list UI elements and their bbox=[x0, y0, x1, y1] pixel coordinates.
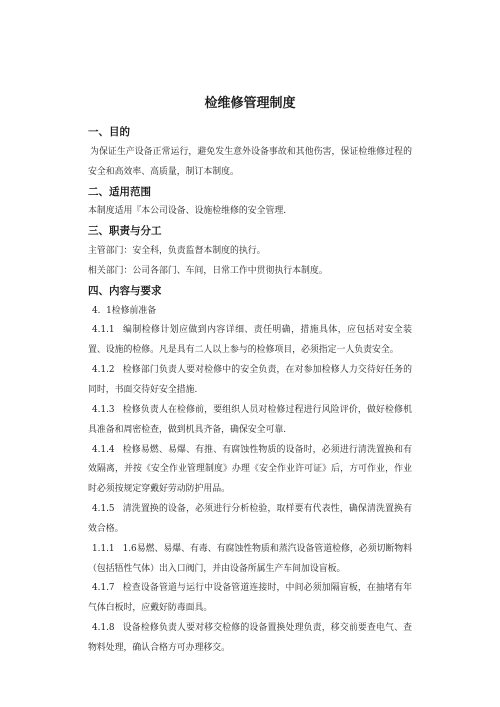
clause-text: 1.6易燃、易爆、有毒、有腐蚀性物质和蒸汽设备管道检修，必须切断物料（包括牾性气体）出入口阀门，并由设备所属生产车间加设盲板。 bbox=[88, 543, 412, 574]
clause-item bbox=[88, 500, 412, 540]
clause-number: 4.1.7 bbox=[92, 583, 115, 594]
clause-text: 设备检修负责人要对移交检修的设备置换处理负责，移交前要查电气、查物料处理，确认合格方可办理移交。 bbox=[88, 623, 412, 653]
section-paragraph: 为保证生产设备正常运行，避免发生意外设备事故和其他伤害，保证检维修过程的安全和高效率、高质量，制订本制度。 bbox=[88, 146, 412, 177]
clause-number: 4.1.3 bbox=[92, 404, 115, 415]
clause-text: 检修负责人在检修前，要组织人员对检修过程进行风险评价，做好检修机具准备和周密检查，做到机具齐备，确保安全可靠. bbox=[88, 404, 412, 435]
clause-number: 4.1.5 bbox=[92, 504, 115, 515]
clause-item bbox=[88, 321, 412, 361]
clause-text: 检修部门负责人要对检修中的安全负责，在对参加检修人力交待好任务的同时，书面交待好安全措施. bbox=[88, 365, 412, 395]
section-heading: 四、内容与要求 bbox=[88, 284, 162, 297]
section-paragraph: 本制度适用『本公司设备、设施检维修的安全管理. bbox=[88, 206, 287, 217]
section-paragraph: 相关部门：公司各部门、车间，日常工作中贯彻执行本制度。 bbox=[88, 265, 328, 276]
section-responsibilities bbox=[88, 222, 412, 282]
section-content-requirements bbox=[88, 282, 412, 659]
clause-text: 编制检修计划应做到内容详细、责任明确，措施具体，应包括对安全装置、设施的检修。凡是具有二人以上参与的检修项目，必须指定一人负责安全。 bbox=[88, 325, 412, 356]
section-heading: 三、职责与分工 bbox=[88, 225, 162, 238]
section-paragraph: 主管部门：安全科，负责监督本制度的执行。 bbox=[88, 246, 266, 257]
clause-item bbox=[88, 401, 412, 441]
clause-text: 检查设备管道与运行中设备管道连接时，中间必须加隔盲板，在抽堵有年气体白板时，应戴好防毒面具。 bbox=[88, 583, 412, 614]
clause-number: 4.1.4 bbox=[92, 444, 115, 455]
clause-item bbox=[88, 619, 412, 659]
clause-number: 4.1.2 bbox=[92, 365, 115, 376]
clause-item bbox=[88, 579, 412, 619]
clause-item bbox=[88, 540, 412, 580]
subsection-heading: 4. 1检修前准备 bbox=[92, 305, 157, 316]
clause-item bbox=[88, 441, 412, 501]
clause-text: 检修易燃、易爆、有推、有腐蚀性物质的设备时，必须进行清洗置换和有效隔离，并按《安全作业管理制度》办理《安全作业许可证》后，方可作业，作业时必须按规定穿戴好劳动防护用品。 bbox=[88, 444, 412, 495]
clause-text: 清洗置换的设备，必须进行分析检验，取样要有代表性，确保清洗置换有效合格。 bbox=[88, 504, 412, 534]
document-body bbox=[88, 123, 412, 659]
document-title: 检维修管理制度 bbox=[204, 95, 296, 111]
section-heading: 一、目的 bbox=[88, 126, 130, 138]
section-heading: 二、适用范围 bbox=[88, 185, 151, 198]
clause-item bbox=[88, 361, 412, 401]
section-purpose bbox=[88, 123, 412, 183]
clause-number: 4.1.1 bbox=[92, 325, 115, 336]
clause-number: 1.1.1 bbox=[92, 543, 115, 554]
clause-number: 4.1.8 bbox=[92, 623, 115, 634]
section-scope bbox=[88, 183, 412, 223]
